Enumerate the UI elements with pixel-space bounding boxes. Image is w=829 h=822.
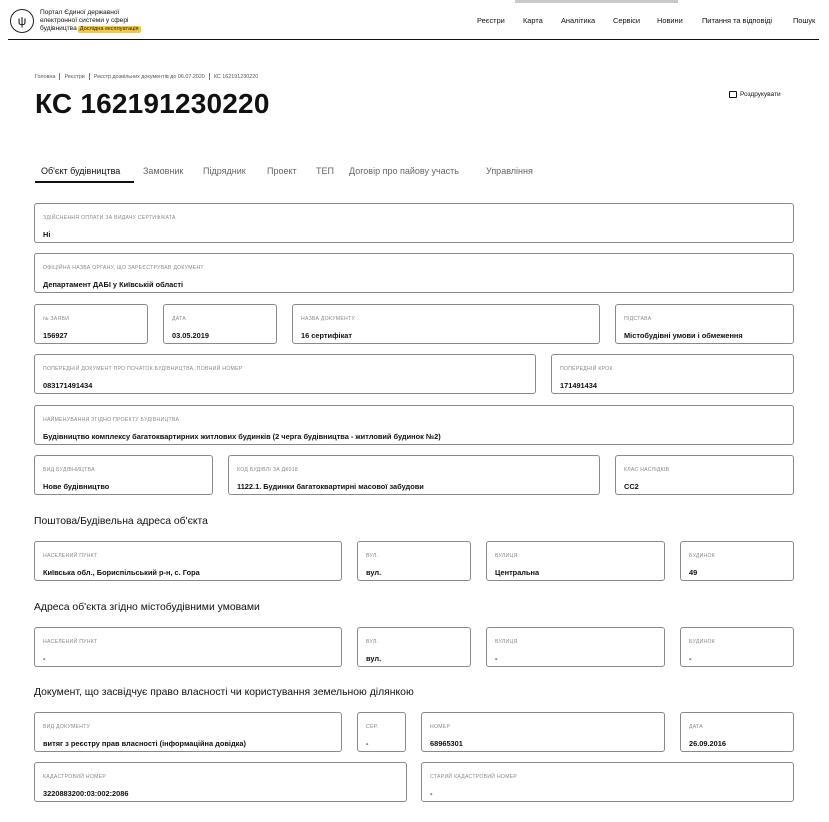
land-document-number: НОМЕР 68965301 [421, 712, 665, 752]
page-title: КС 162191230220 [35, 88, 270, 119]
nav-registries[interactable]: Реєстри [477, 16, 505, 25]
top-strip [515, 0, 678, 3]
portal-name[interactable]: Портал Єдиної державної електронної системи у сфері будівництва Дослідна експлуатація [40, 9, 139, 33]
urban-building: БУДИНОК - [680, 627, 794, 667]
header-divider [8, 39, 819, 40]
beta-badge: Дослідна експлуатація [79, 26, 139, 33]
active-tab-indicator [35, 181, 134, 183]
field-previous-document: ПОПЕРЕДНІЙ ДОКУМЕНТ ПРО ПОЧАТОК БУДІВНИЦТВА, ПОВНИЙ НОМЕР 083171491434 [34, 354, 536, 394]
nav-faq[interactable]: Питання та відповіді [702, 16, 773, 25]
urban-locality: НАСЕЛЕНИЙ ПУНКТ - [34, 627, 342, 667]
urban-street-type: ВУЛ. вул. [357, 627, 471, 667]
trident-logo-icon[interactable]: ψ [10, 9, 34, 33]
field-project-name: НАЙМЕНУВАННЯ ЗГІДНО ПРОЕКТУ БУДІВНИЦТВА Будівництво комплексу багатоквартирних житлових будинків (2 черга будівництва - житловий будинок №2) [34, 405, 794, 445]
nav-map[interactable]: Карта [523, 16, 543, 25]
land-document-type: ВИД ДОКУМЕНТУ витяг з реєстру прав власності (інформаційна довідка) [34, 712, 342, 752]
field-previous-step: ПОПЕРЕДНІЙ КРОК 171491434 [551, 354, 794, 394]
section-postal-address: Поштова/Будівельна адреса об'єкта [34, 516, 208, 527]
land-document-series: СЕР. - [357, 712, 406, 752]
land-cadastral-number: КАДАСТРОВИЙ НОМЕР 3220883200:03:002:2086 [34, 762, 407, 802]
field-document-name: НАЗВА ДОКУМЕНТУ 16 сертифікат [292, 304, 600, 344]
tab-contractor[interactable]: Підрядник [203, 166, 246, 176]
section-urban-address: Адреса об'єкта згідно містобудівними умовами [34, 602, 260, 613]
field-basis: ПІДСТАВА Містобудівні умови і обмеження [615, 304, 794, 344]
urban-street: ВУЛИЦЯ - [486, 627, 665, 667]
nav-news[interactable]: Новини [657, 16, 683, 25]
breadcrumb-registries[interactable]: Реєстри [64, 73, 85, 80]
tab-object[interactable]: Об'єкт будівництва [41, 166, 121, 176]
tab-tep[interactable]: ТЕП [316, 166, 334, 176]
tab-management[interactable]: Управління [486, 166, 533, 176]
section-land-document: Документ, що засвідчує право власності чи користування земельною ділянкою [34, 687, 414, 698]
nav-services[interactable]: Сервіси [613, 16, 640, 25]
site-header [0, 0, 829, 40]
breadcrumb [35, 73, 258, 80]
breadcrumb-registry[interactable]: Реєстр дозвільних документів до 06.07.2020 [93, 73, 205, 80]
breadcrumb-home[interactable]: Головна [35, 73, 56, 80]
field-build-type: ВИД БУДІВНИЦТВА Нове будівництво [34, 455, 213, 495]
field-authority: ОФІЦІЙНА НАЗВА ОРГАНУ, ЩО ЗАРЕЄСТРУВАВ ДОКУМЕНТ Департамент ДАБІ у Київській області [34, 253, 794, 293]
field-building-code: КОД БУДІВЛІ ЗА ДК018 1122.1. Будинки багатоквартирні масової забудови [228, 455, 600, 495]
field-consequence-class: КЛАС НАСЛІДКІВ СС2 [615, 455, 794, 495]
postal-locality: НАСЕЛЕНИЙ ПУНКТ Київська обл., Бориспільський р-н, с. Гора [34, 541, 342, 581]
tab-customer[interactable]: Замовник [143, 166, 184, 176]
print-button[interactable]: Роздрукувати [729, 91, 781, 98]
nav-search[interactable]: Пошук [793, 16, 816, 25]
printer-icon [729, 91, 737, 98]
postal-street: ВУЛИЦЯ Центральна [486, 541, 665, 581]
field-application-number: № ЗАЯВИ 156927 [34, 304, 148, 344]
nav-analytics[interactable]: Аналітика [561, 16, 596, 25]
tab-project[interactable]: Проект [267, 166, 297, 176]
field-date: ДАТА 03.05.2019 [163, 304, 277, 344]
tab-share-agreement[interactable]: Договір про пайову участь [349, 166, 459, 176]
postal-street-type: ВУЛ. вул. [357, 541, 471, 581]
postal-building: БУДИНОК 49 [680, 541, 794, 581]
land-old-cadastral-number: СТАРИЙ КАДАСТРОВИЙ НОМЕР - [421, 762, 794, 802]
field-payment: ЗДІЙСНЕННЯ ОПЛАТИ ЗА ВИДАЧУ СЕРТИФІКАТА Ні [34, 203, 794, 243]
breadcrumb-current: КС 162191230220 [213, 73, 259, 80]
land-document-date: ДАТА 26.09.2016 [680, 712, 794, 752]
